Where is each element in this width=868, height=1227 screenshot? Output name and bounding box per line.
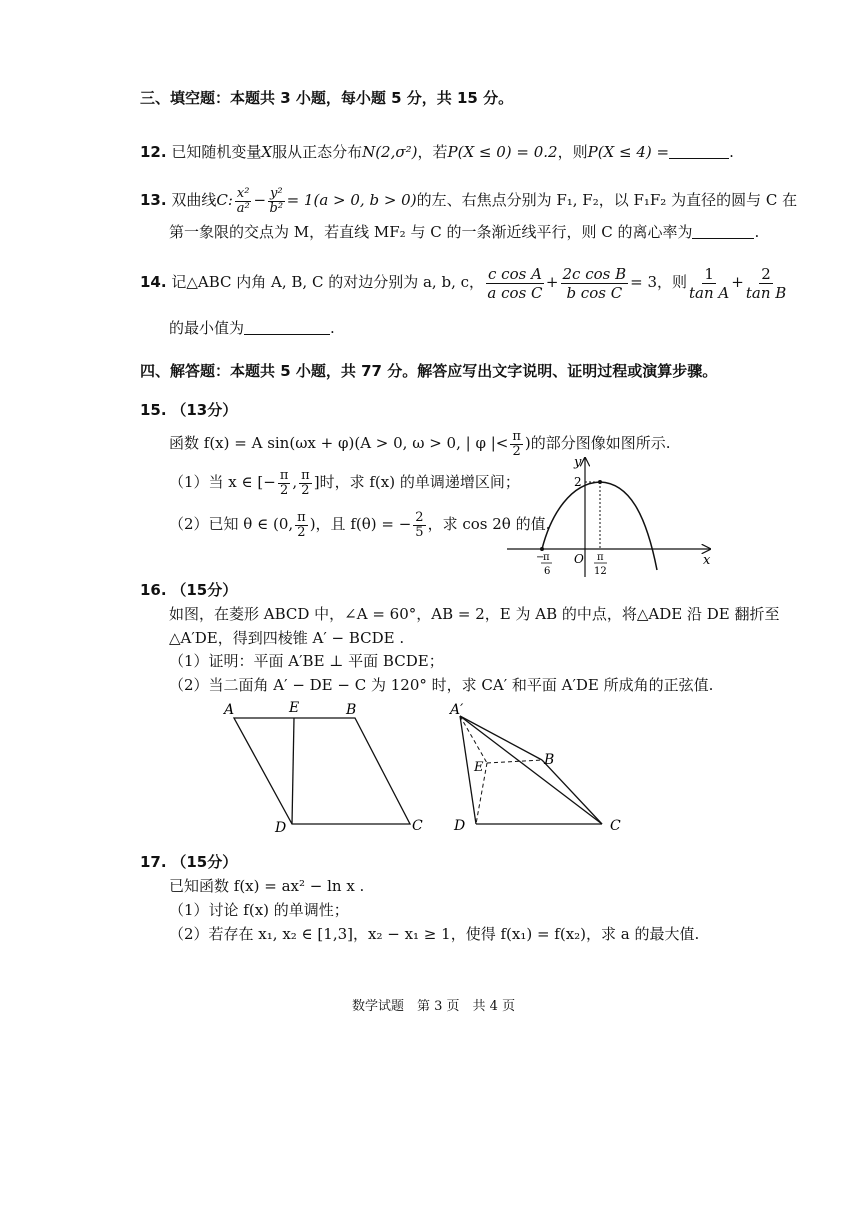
vertex-e-label: E bbox=[289, 700, 300, 716]
fraction: $\frac{\text{2c cos B}}{\text{b cos C}}$ bbox=[562, 264, 627, 302]
tick-right-den: 12 bbox=[594, 566, 607, 577]
rhombus-abcd bbox=[234, 718, 410, 824]
answer-blank bbox=[669, 144, 729, 159]
vertex-b-label: B bbox=[346, 702, 357, 718]
question-number: 15. bbox=[140, 401, 167, 419]
fraction: $\frac{2}{\text{tan B}}$ bbox=[745, 264, 787, 302]
vertex-c-label: C bbox=[412, 818, 423, 834]
question-14: 14. 记△ABC 内角 A, B, C 的对边分别为 a, b, c， $\frac{\text{c cos A}}{\text{a cos C}}$ + $\frac{\text{2c cos B}}{\text{b cos C}}$ = 3，则 $\frac{1}{\text{tan A}}$ + $\frac{2}{\text{tan B}}$ bbox=[140, 264, 787, 302]
fraction: $\frac{\pi}{2}$ bbox=[512, 428, 521, 459]
question-16-stem-line1: 如图，在菱形 ABCD 中，∠A = 60°，AB = 2，E 为 AB 的中点，将△ADE 沿 DE 翻折至 bbox=[169, 605, 780, 623]
question-score: （15分） bbox=[171, 581, 238, 599]
section-3-heading: 三、填空题：本题共 3 小题，每小题 5 分，共 15 分。 bbox=[140, 89, 514, 107]
fraction: $\frac{\text{x²}}{\text{a²}}$ bbox=[236, 185, 250, 216]
question-number: 12. bbox=[140, 143, 167, 161]
question-17-header bbox=[140, 852, 237, 872]
question-15-header bbox=[140, 400, 237, 420]
vertex-b-label: B bbox=[544, 752, 555, 768]
origin-label: O bbox=[574, 552, 584, 566]
question-16-stem-line2: △A′DE，得到四棱锥 A′ − BCDE . bbox=[169, 629, 405, 647]
fraction: $\frac{\text{y²}}{\text{b²}}$ bbox=[269, 185, 284, 216]
vertex-d-label: D bbox=[275, 820, 287, 836]
zero-point bbox=[540, 547, 544, 551]
fraction: $\frac{\text{c cos A}}{\text{a cos C}}$ bbox=[487, 264, 543, 302]
question-17-part1: （1）讨论 f(x) 的单调性； bbox=[169, 901, 349, 919]
max-value-label: 2 bbox=[574, 475, 582, 489]
x-label: x bbox=[703, 553, 711, 568]
question-15-part1: （1）当 x ∈ [− $\frac{\pi}{2}$ , $\frac{\pi}{2}$ ]时，求 f(x) 的单调递增区间； bbox=[169, 467, 520, 498]
tick-left-num: π bbox=[543, 552, 550, 563]
question-15-stem: 函数 f(x) = A sin(ωx + φ)(A > 0, ω > 0, | φ |< $\frac{\pi}{2}$ )的部分图像如图所示. bbox=[169, 428, 671, 459]
question-13: 13. 双曲线C: $\frac{\text{x²}}{\text{a²}}$ − $\frac{\text{y²}}{\text{b²}}$ = 1(a > 0, b > 0)的左、右焦点分别为 F₁, F₂，以 F₁F₂ 为直径的圆与 C 在 bbox=[140, 185, 798, 216]
question-score: （13分） bbox=[171, 401, 238, 419]
question-15-part2: （2）已知 θ ∈ (0, $\frac{\pi}{2}$ )，且 f(θ) = − $\frac{2}{5}$ ，求 cos 2θ 的值. bbox=[169, 509, 551, 540]
tick-right-num: π bbox=[597, 552, 604, 563]
question-17-stem: 已知函数 f(x) = ax² − ln x . bbox=[169, 877, 365, 895]
question-14-line2: 的最小值为 . bbox=[169, 319, 335, 337]
fraction: $\frac{\pi}{2}$ bbox=[301, 467, 310, 498]
fraction: $\frac{\pi}{2}$ bbox=[297, 509, 306, 540]
question-number: 17. bbox=[140, 853, 167, 871]
answer-blank bbox=[692, 224, 754, 239]
function-graph bbox=[505, 452, 715, 582]
rhombus-figure bbox=[215, 697, 435, 837]
question-16-part1: （1）证明：平面 A′BE ⊥ 平面 BCDE； bbox=[169, 652, 444, 670]
vertex-c-label: C bbox=[610, 818, 621, 834]
question-16-header bbox=[140, 580, 237, 600]
fraction: $\frac{1}{\text{tan A}}$ bbox=[689, 264, 730, 302]
y-label: y bbox=[574, 455, 582, 470]
answer-blank bbox=[244, 320, 330, 335]
vertex-a-prime-label: A′ bbox=[450, 702, 464, 718]
question-number: 16. bbox=[140, 581, 167, 599]
page-footer: 数学试题 第 3 页 共 4 页 bbox=[352, 999, 516, 1014]
pyramid-figure bbox=[440, 697, 640, 837]
question-number: 13. bbox=[140, 191, 167, 209]
tick-left-den: 6 bbox=[544, 566, 551, 577]
vertex-a-label: A bbox=[224, 702, 235, 718]
vertex-e-label: E bbox=[474, 760, 484, 775]
tick-left-sign: − bbox=[536, 552, 545, 563]
question-13-line2: 第一象限的交点为 M，若直线 MF₂ 与 C 的一条渐近线平行，则 C 的离心率为 . bbox=[169, 223, 760, 241]
question-12: 12. 已知随机变量X服从正态分布N(2,σ²)，若P(X ≤ 0) = 0.2，则P(X ≤ 4) = . bbox=[140, 143, 734, 161]
question-17-part2: （2）若存在 x₁, x₂ ∈ [1,3]，x₂ − x₁ ≥ 1，使得 f(x₁) = f(x₂)，求 a 的最大值. bbox=[169, 925, 700, 943]
fraction: $\frac{2}{5}$ bbox=[415, 509, 424, 540]
max-point bbox=[598, 480, 602, 484]
segment-de bbox=[292, 718, 294, 824]
question-score: （15分） bbox=[171, 853, 238, 871]
vertex-d-label: D bbox=[454, 818, 466, 834]
question-number: 14. bbox=[140, 273, 167, 291]
fraction: $\frac{\pi}{2}$ bbox=[279, 467, 289, 498]
section-4-heading: 四、解答题：本题共 5 小题，共 77 分。解答应写出文字说明、证明过程或演算步骤。 bbox=[140, 362, 718, 380]
question-16-part2: （2）当二面角 A′ − DE − C 为 120° 时，求 CA′ 和平面 A′DE 所成角的正弦值. bbox=[169, 676, 714, 694]
